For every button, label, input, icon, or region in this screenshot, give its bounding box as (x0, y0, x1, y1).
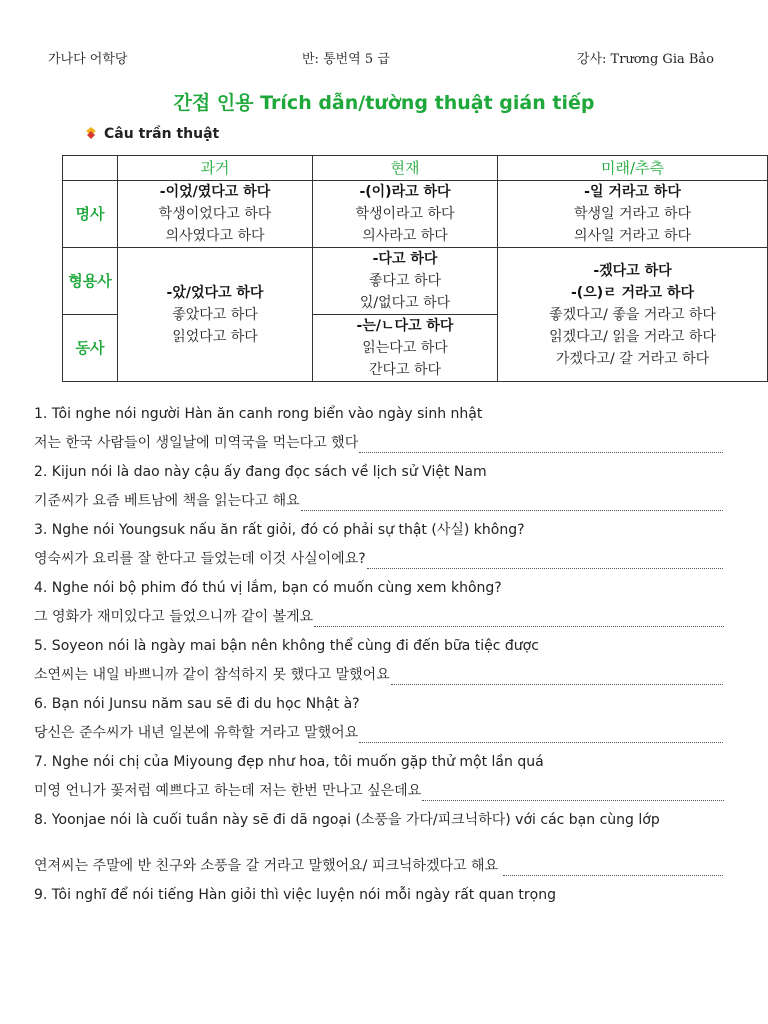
table-header-row (63, 156, 768, 181)
table-row-noun (63, 181, 768, 248)
corner-cell (63, 156, 118, 181)
exercise-item (34, 752, 724, 781)
grammar-rule: -겠다고 하다 (593, 262, 672, 279)
answer-line[interactable] (34, 549, 724, 578)
example-text: 학생이라고 하다 (355, 206, 455, 222)
table-cell (498, 248, 768, 382)
grammar-rule: -일 거라고 하다 (584, 184, 681, 200)
table-cell (313, 181, 498, 248)
exercise-answer: 연져씨는 주말에 반 친구와 소풍을 갈 거라고 말했어요/ 피크닉하겠다고 해요 (34, 858, 503, 874)
dotted-line (391, 672, 724, 685)
exercise-item (34, 520, 724, 549)
grammar-table (62, 155, 768, 382)
answer-line[interactable] (34, 723, 724, 752)
grammar-rule: -았/었다고 하다 (166, 284, 264, 301)
table-row-adjective (63, 248, 768, 315)
exercise-item (34, 462, 724, 491)
row-header: 명사 (63, 181, 118, 248)
example-text: 의사라고 하다 (362, 228, 448, 244)
answer-line[interactable] (34, 491, 724, 520)
exercise-answer: 미영 언니가 꽃저럼 예쁘다고 하는데 저는 한번 만나고 싶은데요 (34, 783, 422, 799)
column-header: 과거 (118, 156, 313, 181)
class-name: 반: 통번역 5 급 (302, 52, 390, 67)
table-cell (118, 248, 313, 382)
answer-line[interactable] (34, 665, 724, 694)
exercise-question: 5. Soyeon nói là ngày mai bận nên không thể cùng đi đến bữa tiệc được (34, 638, 539, 654)
exercise-item (34, 578, 724, 607)
exercise-question: 1. Tôi nghe nói người Hàn ăn canh rong biển vào ngày sinh nhật (34, 406, 483, 422)
example-text: 좋다고 하다 (368, 273, 442, 289)
grammar-rule: -는/ㄴ다고 하다 (356, 318, 454, 334)
dotted-line (503, 863, 724, 876)
dotted-line (367, 556, 724, 569)
example-text: 읽었다고 하다 (172, 328, 258, 345)
answer-line[interactable] (34, 856, 724, 885)
column-header: 미래/추측 (498, 156, 768, 181)
dotted-line (359, 440, 724, 453)
exercise-question: 2. Kijun nói là dao này cậu ấy đang đọc sách về lịch sử Việt Nam (34, 464, 487, 480)
diamond-bullet-icon (86, 127, 96, 139)
column-header: 현재 (313, 156, 498, 181)
exercise-item (34, 694, 724, 723)
grammar-rule: -이었/였다고 하다 (159, 184, 271, 200)
grammar-rule: -(이)라고 하다 (359, 184, 451, 200)
grammar-rule: -(으)ㄹ 거라고 하다 (570, 284, 695, 301)
instructor-name: 강사: Trương Gia Bảo (576, 52, 714, 67)
example-text: 좋겠다고/ 좋을 거라고 하다 (549, 306, 716, 323)
exercise-question: 3. Nghe nói Youngsuk nấu ăn rất giỏi, đó có phải sự thật (사실) không? (34, 522, 525, 538)
answer-line[interactable] (34, 433, 724, 462)
dotted-line (359, 730, 724, 743)
exercise-item (34, 810, 724, 856)
exercise-question: 4. Nghe nói bộ phim đó thú vị lắm, bạn có muốn cùng xem không? (34, 580, 502, 596)
dotted-line (314, 614, 724, 627)
answer-line[interactable] (34, 607, 724, 636)
example-text: 간다고 하다 (368, 362, 442, 378)
exercise-question: 7. Nghe nói chị của Miyoung đẹp như hoa, tôi muốn gặp thử một lần quá (34, 754, 544, 770)
example-text: 의사일 거라고 하다 (573, 228, 692, 244)
exercise-question: 8. Yoonjae nói là cuối tuần này sẽ đi dã ngoại (소풍을 가다/피크닉하다) với các bạn cùng lớp (34, 812, 660, 828)
exercise-item (34, 636, 724, 665)
answer-line[interactable] (34, 781, 724, 810)
exercise-answer: 영숙씨가 요리를 잘 한다고 들었는데 이것 사실이에요? (34, 551, 366, 567)
exercise-answer: 소연씨는 내일 바쁘니까 같이 참석하지 못 했다고 말했어요 (34, 667, 390, 683)
page-title: 간접 인용 Trích dẫn/tường thuật gián tiếp (173, 92, 595, 114)
dotted-line (301, 498, 724, 511)
school-name: 가나다 어학당 (48, 52, 128, 67)
exercise-answer: 당신은 준수씨가 내년 일본에 유학할 거라고 말했어요 (34, 725, 359, 741)
grammar-rule: -다고 하다 (372, 251, 438, 267)
table-cell (313, 315, 498, 382)
table-cell (498, 181, 768, 248)
example-text: 읽겠다고/ 읽을 거라고 하다 (549, 328, 716, 345)
table-cell (313, 248, 498, 315)
exercise-answer: 기준씨가 요즘 베트남에 책을 읽는다고 해요 (34, 493, 300, 509)
section-label: Câu trần thuật (104, 126, 220, 142)
exercise-item (34, 404, 724, 433)
exercise-item (34, 885, 724, 914)
example-text: 학생일 거라고 하다 (573, 206, 692, 222)
dotted-line (422, 788, 724, 801)
exercise-question: 6. Bạn nói Junsu năm sau sẽ đi du học Nhật à? (34, 696, 360, 712)
example-text: 있/없다고 하다 (359, 295, 451, 311)
document-header (48, 48, 714, 68)
row-header: 형용사 (63, 248, 118, 315)
exercise-answer: 그 영화가 재미있다고 들었으니까 같이 볼게요 (34, 609, 314, 625)
table-cell (118, 181, 313, 248)
example-text: 가겠다고/ 갈 거라고 하다 (555, 350, 710, 367)
example-text: 읽는다고 하다 (362, 340, 448, 356)
exercise-question: 9. Tôi nghĩ để nói tiếng Hàn giỏi thì việc luyện nói mỗi ngày rất quan trọng (34, 887, 556, 903)
exercise-answer: 저는 한국 사람들이 생일날에 미역국을 먹는다고 했다 (34, 435, 359, 451)
section-heading (86, 126, 219, 142)
exercise-list (34, 404, 724, 914)
example-text: 의사였다고 하다 (165, 228, 265, 244)
row-header: 동사 (63, 315, 118, 382)
example-text: 학생이었다고 하다 (158, 206, 272, 222)
example-text: 좋았다고 하다 (172, 306, 258, 323)
